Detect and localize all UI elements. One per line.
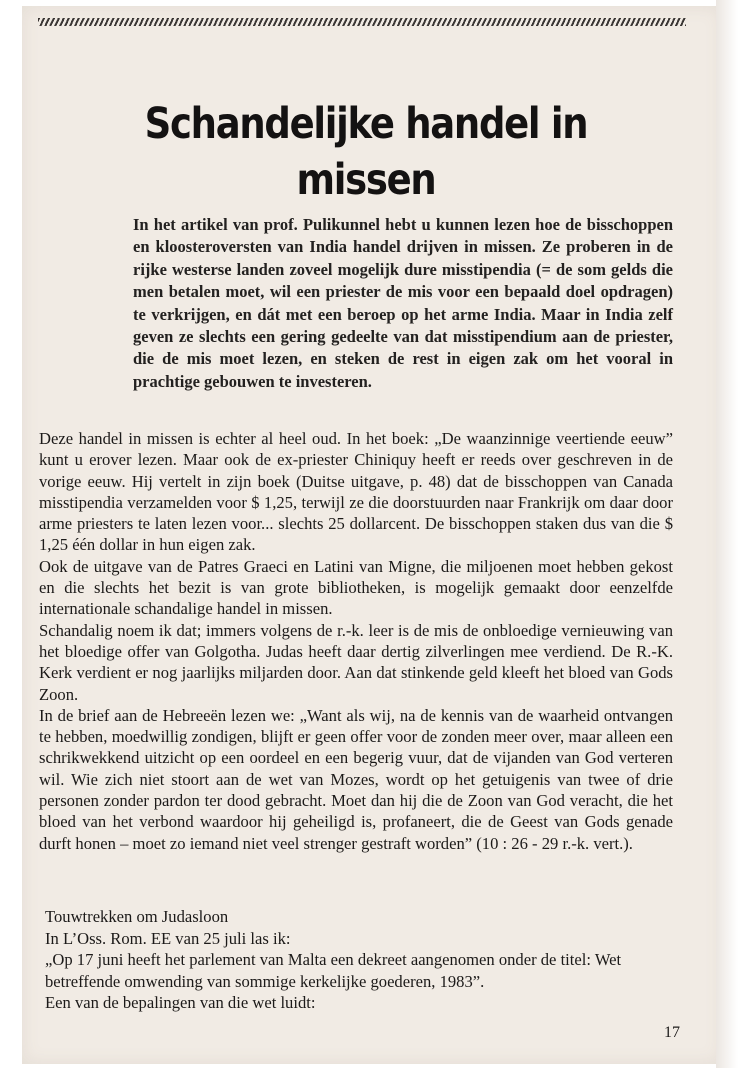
- body-paragraph: Schandalig noem ik dat; immers volgens de r.-k. leer is de mis de onbloedige vernieuwing van het bloedige offer van Golgotha. Judas heeft daar dertig zilverlingen mee verdiend. De R.-K. Kerk verdient er nog jaarlijks miljarden door. Aan dat stinkende geld kleeft het bloed van Gods Zoon.: [39, 620, 673, 704]
- section-line: „Op 17 juni heeft het parlement van Malta een dekreet aangenomen onder de titel: Wet betreffende omwending van sommige kerkelijke goederen, 1983”.: [45, 950, 622, 991]
- page-number: 17: [664, 1024, 680, 1041]
- body-paragraph: Ook de uitgave van de Patres Graeci en Latini van Migne, die miljoenen moet hebben gekost en die slechts het bezit is van grote bibliotheken, is mogelijk gemaakt door eenzelfde internationale schandalige handel in missen.: [39, 556, 673, 619]
- section-heading: Touwtrekken om Judasloon: [45, 907, 229, 926]
- article-body: [39, 428, 673, 854]
- body-paragraph: In de brief aan de Hebreeën lezen we: „Want als wij, na de kennis van de waarheid ontvangen te hebben, moedwillig zondigen, blijft er geen offer voor de zonden meer over, maar alleen een schrikwekkend uitzicht op een oordeel en een begerig vuur, dat de vijanden van God verteren wil. Wie zich niet stoort aan de wet van Mozes, wordt op het getuigenis van twee of drie personen zonder pardon ter dood gebracht. Moet dan hij die de Zoon van God veracht, die het bloed van het verbond waardoor hij geheiligd is, profaneert, die de Geest van Gods genade durft honen – moet zo iemand niet veel strenger gestraft worden” (10 : 26 - 29 r.-k. vert.).: [39, 705, 673, 853]
- article-title: Schandelijke handel in missen: [144, 99, 588, 205]
- body-paragraph: Deze handel in missen is echter al heel oud. In het boek: „De waanzinnige veertiende eeuw” kunt u erover lezen. Maar ook de ex-priester Chiniquy heeft er reeds over geschreven in de vorige eeuw. Hij vertelt in zijn boek (Duitse uitgave, p. 48) dat de bisschoppen van Canada misstipendia verzamelden voor $ 1,25, terwijl ze die doorstuurden naar Frankrijk om daar door arme priesters te laten lezen voor... slechts 25 dollarcent. De bisschoppen staken dus van die $ 1,25 één dollar in hun eigen zak.: [39, 429, 673, 555]
- section-line: Een van de bepalingen van die wet luidt:: [45, 993, 316, 1013]
- intro-paragraph: In het artikel van prof. Pulikunnel hebt u kunnen lezen hoe de bisschoppen en kloosteroversten van India handel drijven in missen. Ze proberen in de rijke westerse landen zoveel mogelijk dure misstipendia (= de som gelds die men betalen moet, wil een priester de mis voor een bepaald doel opdragen) te verkrijgen, en dát met een beroep op het arme India. Maar in India zelf geven ze slechts een gering gedeelte van dat misstipendium aan de priester, die de mis moet lezen, en steken de rest in eigen zak om het vooral in prachtige gebouwen te investeren.: [133, 215, 673, 391]
- section-line: In L’Oss. Rom. EE van 25 juli las ik:: [45, 928, 291, 948]
- decorative-top-rule: [38, 18, 686, 26]
- page-edge: [716, 0, 738, 1068]
- section-touwtrekken: [45, 906, 675, 1014]
